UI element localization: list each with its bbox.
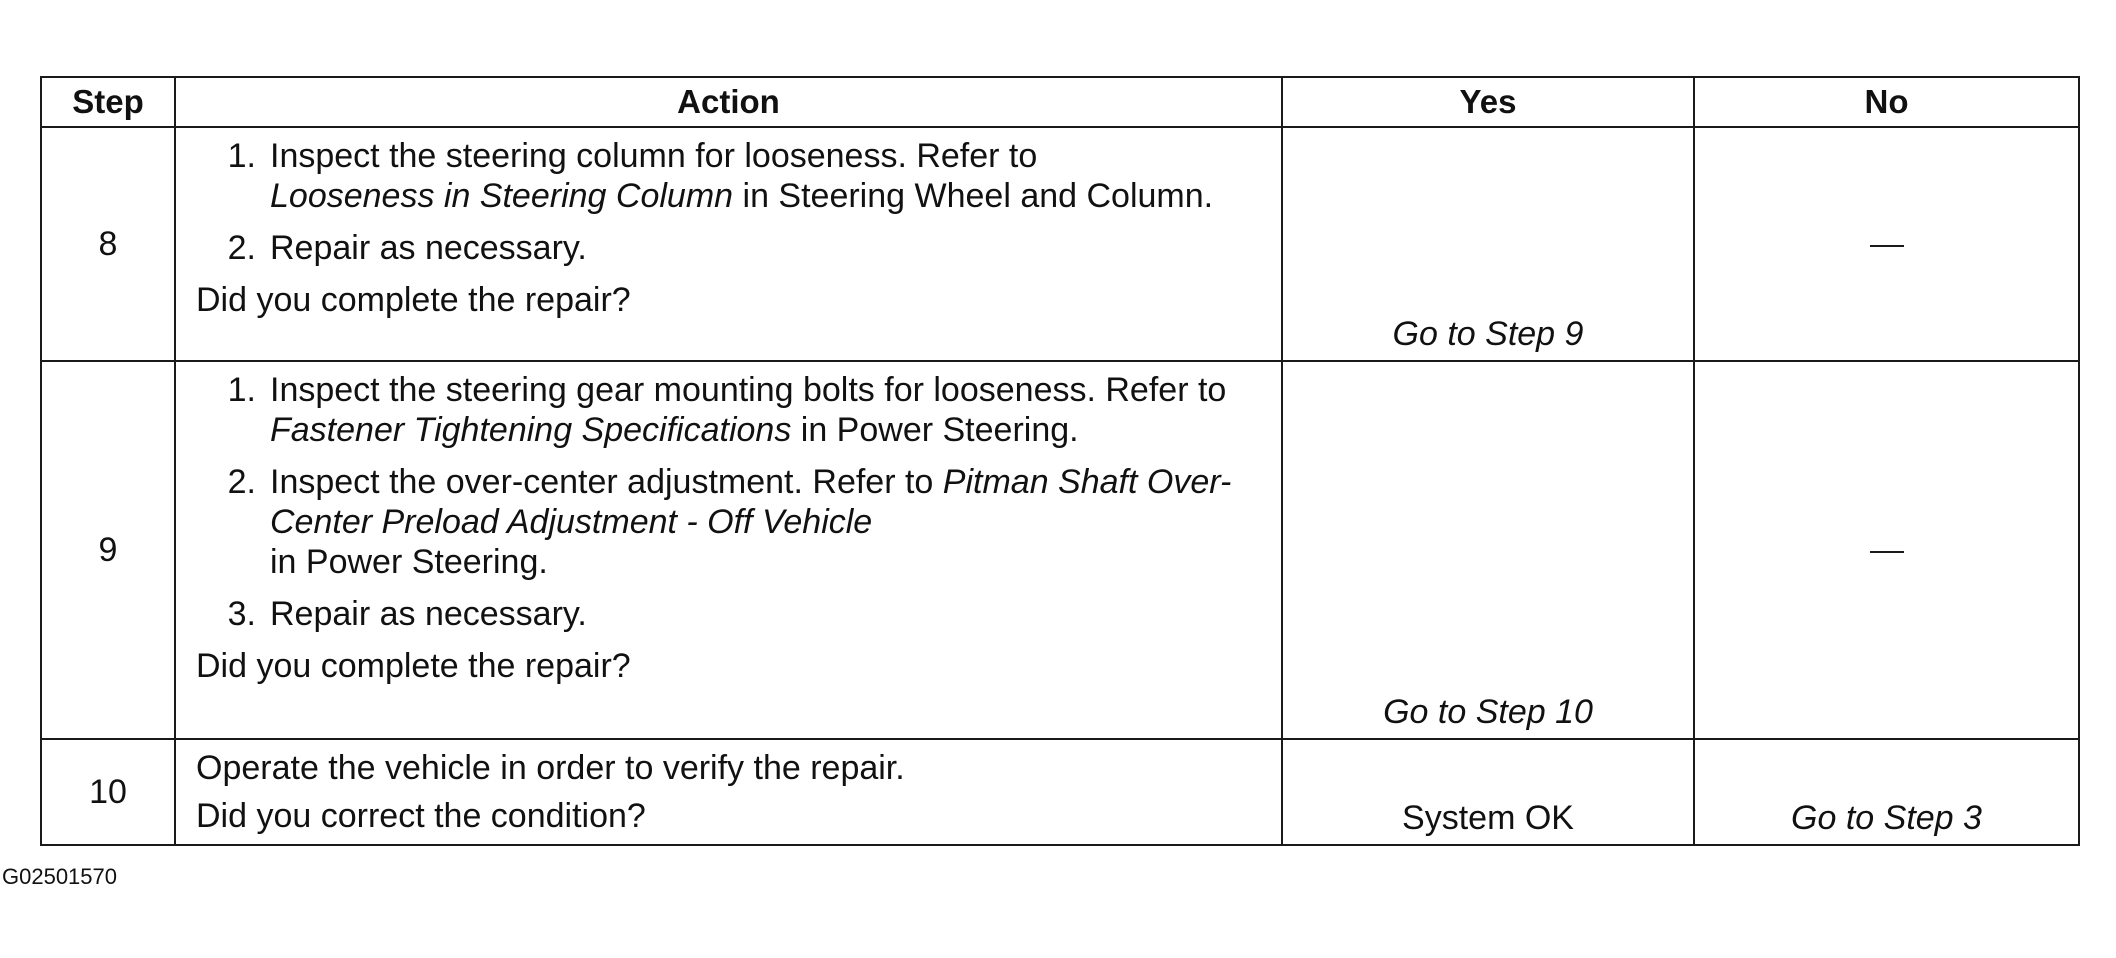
question-text: Did you complete the repair? (196, 281, 631, 319)
em-dash (1870, 245, 1904, 247)
header-action: Action (175, 77, 1282, 127)
reference-title: Pitman Shaft Over-Center Preload Adjustment - Off Vehicle (270, 463, 1232, 541)
no-cell (1694, 361, 2079, 739)
step-number: 10 (41, 739, 175, 845)
list-item-text: Inspect the over-center adjustment. Refer to Pitman Shaft Over-Center Preload Adjustment - Off Vehicle in Power Steering. (270, 463, 1232, 581)
list-item-text: Repair as necessary. (270, 229, 587, 267)
list-item-number: 3. (227, 595, 256, 633)
action-cell (175, 361, 1282, 739)
list-item-text: Repair as necessary. (270, 595, 587, 633)
yes-cell: System OK (1282, 739, 1694, 845)
step-number: 8 (41, 127, 175, 361)
figure-id: G02501570 (2, 864, 117, 889)
question-text: Did you complete the repair? (196, 647, 631, 685)
action-list (196, 136, 1271, 268)
no-cell (1694, 127, 2079, 361)
table-row-step-10 (41, 739, 2079, 845)
list-item-text: Inspect the steering column for looseness. Refer to Looseness in Steering Column in Steering Wheel and Column. (270, 137, 1214, 215)
list-item (196, 228, 1271, 268)
action-cell (175, 739, 1282, 845)
header-yes: Yes (1282, 77, 1694, 127)
reference-title: Fastener Tightening Specifications (270, 411, 792, 449)
yes-cell (1282, 361, 1694, 739)
action-cell (175, 127, 1282, 361)
no-cell (1694, 739, 2079, 845)
list-item (196, 370, 1271, 450)
yes-cell (1282, 127, 1694, 361)
step-number: 9 (41, 361, 175, 739)
table-row-step-9 (41, 361, 2079, 739)
list-item (196, 462, 1271, 582)
list-item-number: 1. (227, 137, 256, 175)
list-item (196, 136, 1271, 216)
header-no: No (1694, 77, 2079, 127)
no-action: Go to Step 3 (1791, 799, 1982, 837)
action-list (196, 370, 1271, 634)
question-text: Did you correct the condition? (196, 797, 646, 835)
list-item-number: 2. (227, 229, 256, 267)
em-dash (1870, 551, 1904, 553)
diagnostic-table (40, 76, 2080, 846)
list-item-number: 2. (227, 463, 256, 501)
header-row (41, 77, 2079, 127)
yes-action: Go to Step 10 (1383, 693, 1593, 731)
yes-action: Go to Step 9 (1392, 315, 1584, 353)
table-row-step-8 (41, 127, 2079, 361)
list-item (196, 594, 1271, 634)
list-item-text: Inspect the steering gear mounting bolts for looseness. Refer to Fastener Tightening Specifications in Power Steering. (270, 371, 1227, 449)
header-step: Step (41, 77, 175, 127)
reference-title: Looseness in Steering Column (270, 177, 734, 215)
list-item-number: 1. (227, 371, 256, 409)
action-text: Operate the vehicle in order to verify the repair. (196, 749, 905, 787)
